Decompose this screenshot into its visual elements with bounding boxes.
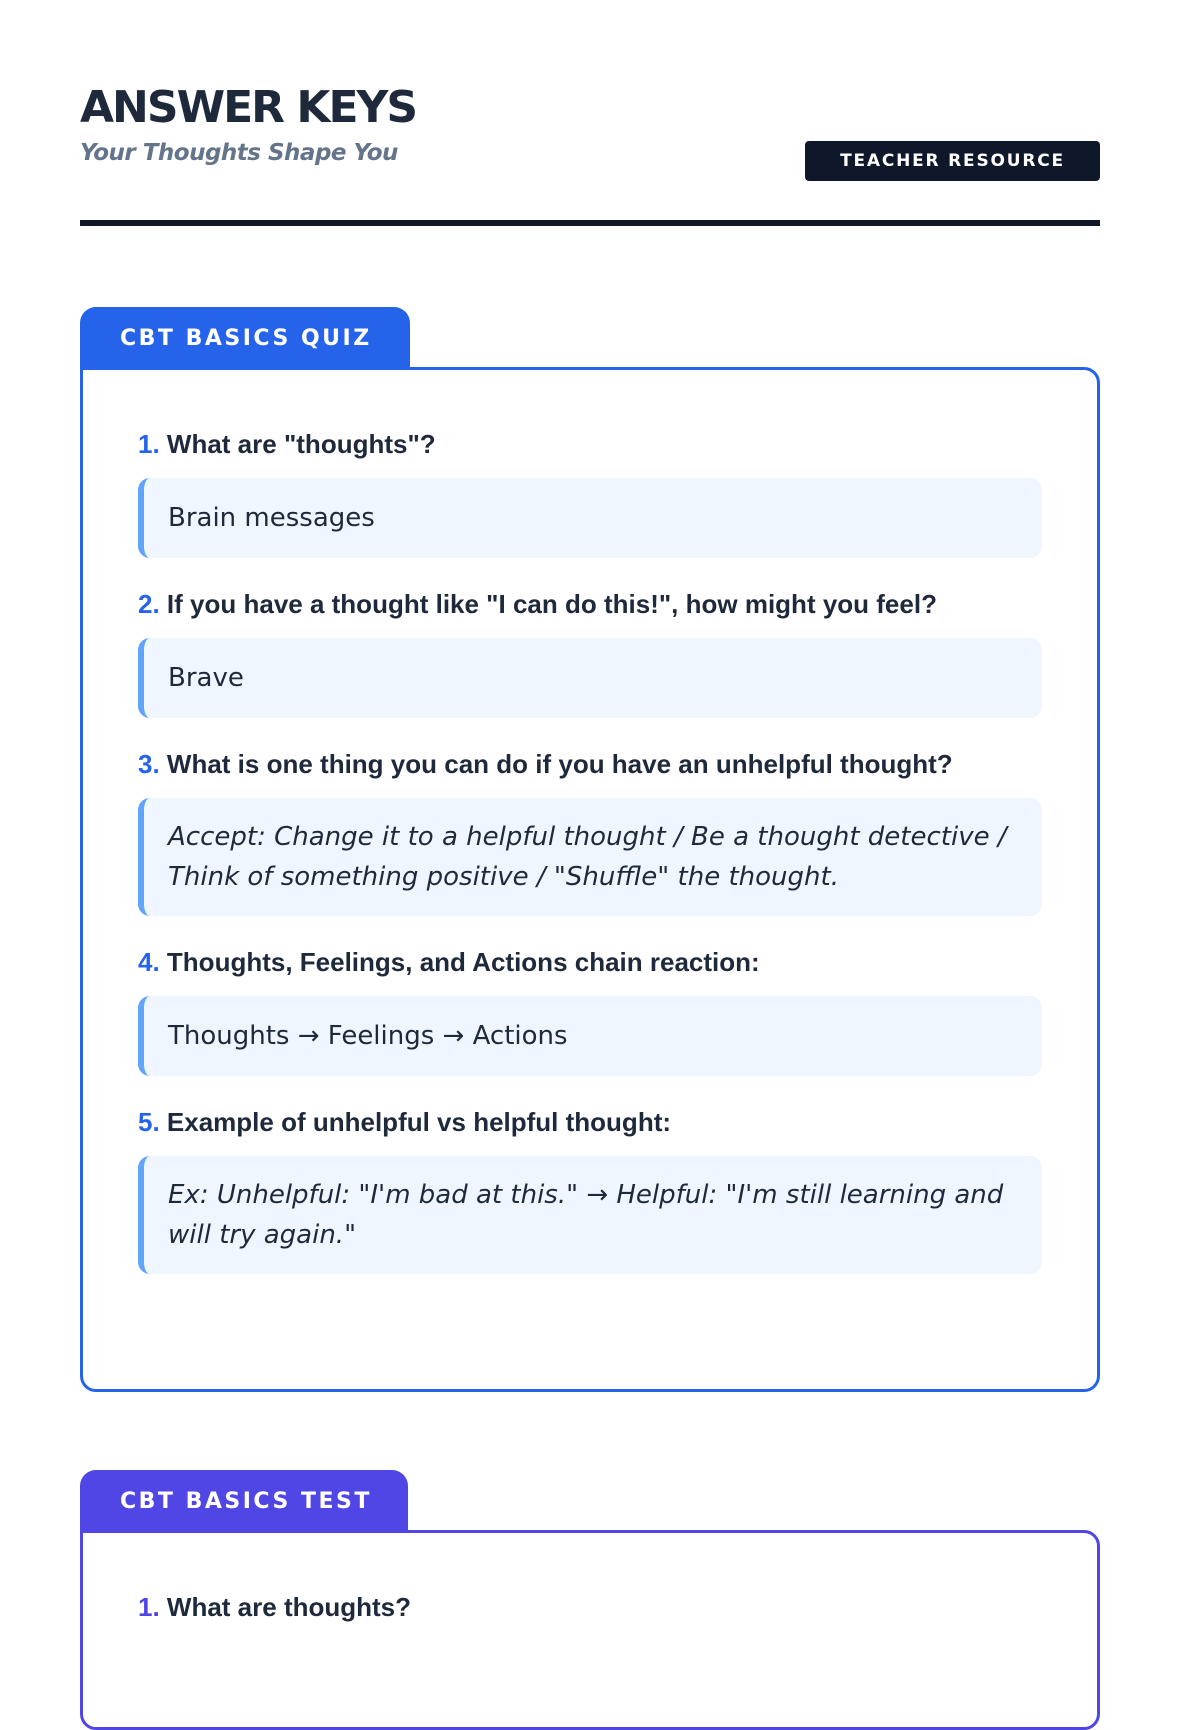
quiz-question-5 — [138, 1106, 1042, 1274]
quiz-tab: CBT BASICS QUIZ — [80, 307, 410, 370]
question-label: Example of unhelpful vs helpful thought: — [166, 1107, 672, 1137]
answer-box: Brave — [138, 638, 1042, 718]
question-number: 3. — [138, 749, 160, 779]
question-number: 1. — [138, 1592, 160, 1622]
question-number: 4. — [138, 947, 160, 977]
test-question-1 — [138, 1591, 1042, 1623]
quiz-question-4 — [138, 946, 1042, 1076]
page-title: ANSWER KEYS — [80, 82, 417, 133]
page-header — [80, 0, 1100, 226]
page-subtitle: Your Thoughts Shape You — [80, 140, 398, 167]
question-number: 5. — [138, 1107, 160, 1137]
teacher-resource-badge: TEACHER RESOURCE — [805, 141, 1100, 181]
quiz-card — [80, 367, 1100, 1392]
quiz-question-2 — [138, 588, 1042, 718]
question-label: What are "thoughts"? — [166, 429, 436, 459]
question-number: 1. — [138, 429, 160, 459]
question-label: If you have a thought like "I can do this!", how might you feel? — [166, 589, 937, 619]
question-text — [138, 588, 1042, 620]
question-text — [138, 748, 1042, 780]
quiz-question-1 — [138, 428, 1042, 558]
answer-box: Ex: Unhelpful: "I'm bad at this." → Helpful: "I'm still learning and will try again." — [138, 1156, 1042, 1274]
header-divider — [80, 220, 1100, 226]
test-card — [80, 1530, 1100, 1730]
answer-box: Thoughts → Feelings → Actions — [138, 996, 1042, 1076]
question-text — [138, 428, 1042, 460]
question-label: What is one thing you can do if you have an unhelpful thought? — [166, 749, 953, 779]
question-text — [138, 1591, 1042, 1623]
quiz-question-3 — [138, 748, 1042, 916]
question-text — [138, 1106, 1042, 1138]
question-label: What are thoughts? — [166, 1592, 412, 1622]
answer-box: Brain messages — [138, 478, 1042, 558]
question-number: 2. — [138, 589, 160, 619]
answer-box: Accept: Change it to a helpful thought / Be a thought detective / Think of something positive / "Shuffle" the thought. — [138, 798, 1042, 916]
test-tab: CBT BASICS TEST — [80, 1470, 408, 1533]
question-label: Thoughts, Feelings, and Actions chain reaction: — [166, 947, 760, 977]
question-text — [138, 946, 1042, 978]
